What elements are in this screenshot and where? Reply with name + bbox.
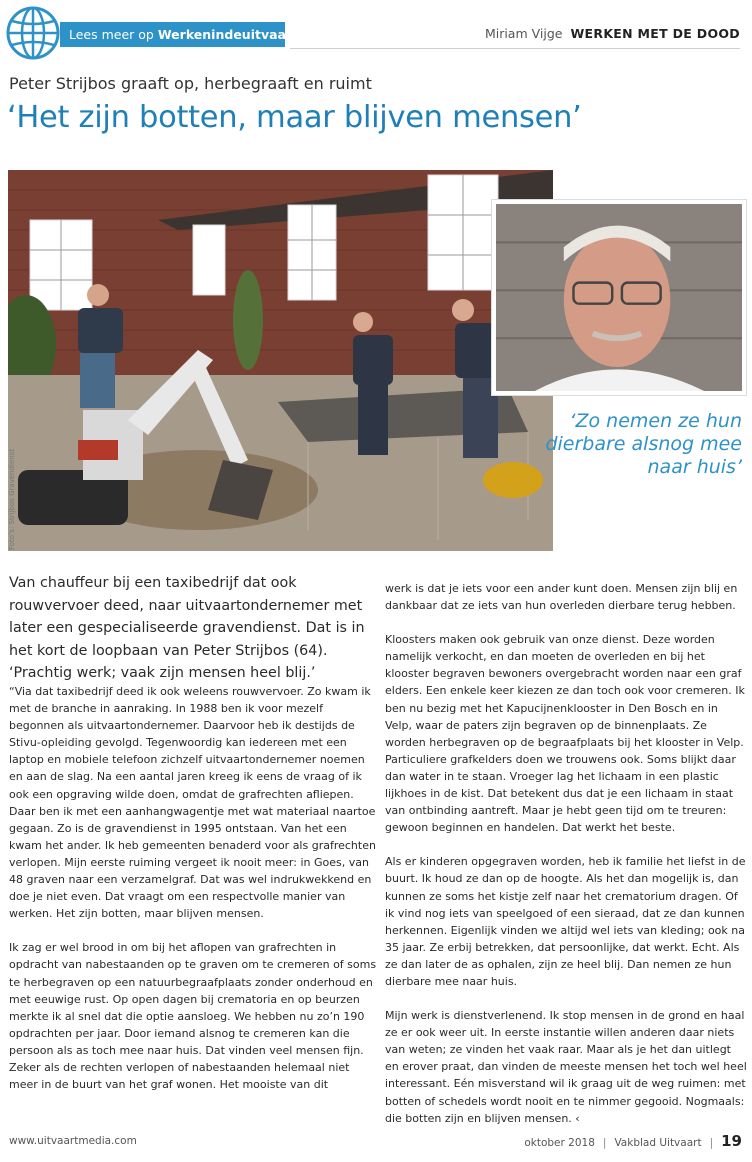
body-paragraph: Kloosters maken ook gebruik van onze dienst. Deze worden namelijk verkocht, en dan moeten de overleden en bij het klooster begraven bewoners overgebracht worden naar een graf elders. Een enkele keer kiezen ze dan toch ook voor cremeren. Ik ben nu bezig met het Kapucijnenklooster in Den Bosch en in Velp, waar de paters zijn begraven op de binnenplaats. Ze worden herbegraven op de begraafplaats bij het klooster in Velp. Particuliere grafkelders doen we trouwens ook. Soms blijkt daar dan water in te staan. Vroeger lag het lichaam in een plastic lijkhoes in de kist. Dat betekent dus dat je een lichaam in staat van ontbinding aantreft. Maar je hebt geen tijd om te treuren: gewoon beginnen en handelen. Dat werkt het beste. xyxy=(385,633,745,835)
body-paragraph: werk is dat je iets voor een ander kunt doen. Mensen zijn blij en dankbaar dat ze iets van hun overleden dierbare terug hebben. xyxy=(385,582,738,613)
article-intro: Van chauffeur bij een taxibedrijf dat ook rouwvervoer deed, naar uitvaartondernemer met later een gespecialiseerde gravendienst. Dat is in het kort de loopbaan van Peter Strijbos (64). ‘Prachtig werk; vaak zijn mensen heel blij.’ xyxy=(9,575,365,682)
body-paragraph: Als er kinderen opgegraven worden, heb ik familie het liefst in de buurt. Ik houd ze dan op de hoogte. Als het dan mogelijk is, dan kunnen ze soms het kistje zelf naar het crematorium dragen. Of ik vind nog iets van speelgoed of een sieraad, dat ze dan kunnen herkennen. Eigenlijk vinden we altijd wel iets van kleding; ook na 35 jaar. Ze erbij betrekken, dat persoonlijke, dat werkt. Echt. Als ze dan later de as ophalen, zijn ze heel blij. Dan nemen ze hun dierbare mee naar huis. xyxy=(385,855,746,988)
website-link-bar[interactable]: Lees meer op Werkenindeuitvaart.nl xyxy=(60,22,285,47)
header-meta xyxy=(485,26,740,41)
header-divider xyxy=(290,48,740,49)
globe-icon xyxy=(6,5,62,61)
page-number: 19 xyxy=(721,1132,742,1150)
footer-separator: | xyxy=(602,1137,607,1149)
article-column-right xyxy=(385,580,747,1127)
portrait-photo xyxy=(492,200,746,395)
article-headline: ‘Het zijn botten, maar blijven mensen’ xyxy=(7,100,582,135)
article-kicker: Peter Strijbos graaft op, herbegraaft en ruimt xyxy=(9,74,372,93)
website-link[interactable]: Werkenindeuitvaart.nl xyxy=(157,27,317,42)
issue-date: oktober 2018 xyxy=(524,1137,595,1149)
footer-separator: | xyxy=(709,1137,714,1149)
body-paragraph: Mijn werk is dienstverlenend. Ik stop mensen in de grond en haal ze er ook weer uit. In eerste instantie willen anderen daar niets van weten; ze vinden het vaak raar. Maar als je het dan uitlegt en erover praat, dan vinden de meeste mensen het toch wel heel interessant. Eén misverstand wil ik graag uit de weg ruimen: met botten of schedels wordt nooit en te nimmer gegooid. Nogmaals: die botten zijn en blijven mensen. ‹ xyxy=(385,1009,747,1125)
photo-credit: Foto’s: Strijbos Gravendienst xyxy=(8,448,16,550)
page-header xyxy=(0,0,752,60)
main-photo xyxy=(8,170,553,551)
section-title: WERKEN MET DE DOOD xyxy=(570,26,740,41)
body-paragraph: Ik zag er wel brood in om bij het aflopen van grafrechten in opdracht van nabestaanden op te graven om te cremeren of soms te herbegraven op een natuurbegraafplaats zonder onderhoud en met eeuwige rust. Op open dagen bij crematoria en op beurzen merkte ik al snel dat die optie aansloeg. We hebben nu zo’n 190 opdrachten per jaar. Door iemand alsnog te cremeren kan die persoon als as toch mee naar huis. Dat vinden veel mensen fijn. Zeker als de rechten verlopen of nabestaanden helemaal niet meer in de buurt van het graf wonen. Het mooiste van dit xyxy=(9,941,377,1092)
article-column-left xyxy=(9,683,377,1093)
footer-url[interactable]: www.uitvaartmedia.com xyxy=(9,1135,137,1147)
author-name: Miriam Vijge xyxy=(484,26,563,41)
magazine-name: Vakblad Uitvaart xyxy=(614,1137,702,1149)
footer-meta xyxy=(524,1132,742,1150)
page-footer xyxy=(0,1128,752,1158)
pull-quote: ‘Zo nemen ze hun dierbare alsnog mee naar huis’ xyxy=(545,410,742,478)
body-paragraph: “Via dat taxibedrijf deed ik ook weleens rouwvervoer. Zo kwam ik met de branche in aanraking. In 1988 ben ik voor mezelf begonnen als uitvaartondernemer. Daarvoor heb ik destijds de Stivu-opleiding gevolgd. Tegenwoordig kan iedereen met een laptop en mobiele telefoon zichzelf uitvaartondernemer noemen en aan de slag. Na een aantal jaren kreeg ik eens de vraag of ik ook een opgraving wilde doen, omdat de grafrechten afliepen. Daar ben ik met een aanhangwagentje met wat materiaal naartoe gegaan. Zo is de gravendienst in 1995 ontstaan. Van het een kwam het ander. Ik heb gemeenten benaderd voor als grafrechten verlopen. Mijn eerste ruiming vergeet ik nooit meer: in Goes, van 48 graven naar een verzamelgraf. Dat was wel indrukwekkend en doe je niet even. Dat vraagt om een respectvolle manier van werken. Het zijn botten, maar blijven mensen. xyxy=(9,685,376,921)
